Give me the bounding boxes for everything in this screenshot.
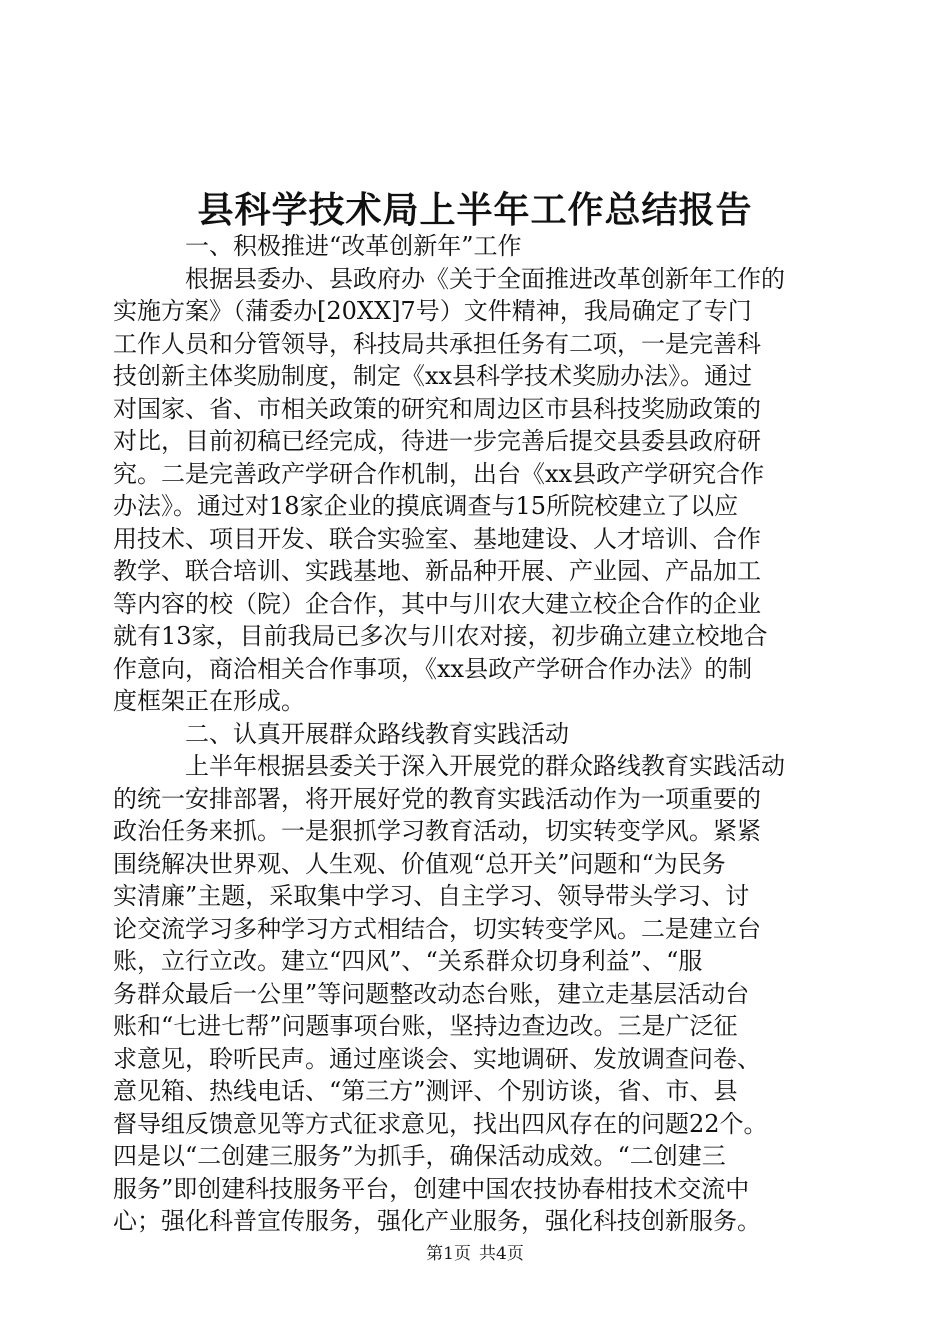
paragraph-line: 四是以“二创建三服务”为抓手，确保活动成效。“二创建三: [113, 1142, 726, 1170]
paragraph-line: 求意见，聆听民声。通过座谈会、实地调研、发放调查问卷、: [113, 1044, 761, 1073]
section-heading-2: 二、认真开展群众路线教育实践活动: [185, 719, 569, 748]
paragraph-line: 就有13家，目前我局已多次与川农对接，初步确立建立校地合: [113, 622, 768, 650]
paragraph-line: 技创新主体奖励制度，制定《xx县科学技术奖励办法》。通过: [113, 362, 753, 390]
page-total: 共4页: [479, 1244, 524, 1264]
paragraph-line: 论交流学习多种学习方式相结合，切实转变学风。二是建立台: [113, 914, 761, 943]
paragraph-line: 上半年根据县委关于深入开展党的群众路线教育实践活动: [185, 752, 785, 780]
paragraph-line: 根据县委办、县政府办《关于全面推进改革创新年工作的: [185, 264, 785, 293]
paragraph-line: 究。二是完善政产学研合作机制，出台《xx县政产学研究合作: [113, 459, 765, 488]
paragraph-line: 教学、联合培训、实践基地、新品种开展、产业园、产品加工: [113, 557, 761, 585]
page-footer: [0, 1243, 950, 1265]
paragraph-line: 务群众最后一公里”等问题整改动态台账，建立走基层活动台: [113, 979, 750, 1008]
paragraph-line: 办法》。通过对18家企业的摸底调查与15所院校建立了以应: [113, 492, 739, 520]
paragraph-line: 的统一安排部署，将开展好党的教育实践活动作为一项重要的: [113, 784, 761, 813]
paragraph-line: 等内容的校（院）企合作，其中与川农大建立校企合作的企业: [113, 589, 761, 618]
paragraph-line: 账和“七进七帮”问题事项台账，坚持边查边改。三是广泛征: [113, 1012, 738, 1040]
paragraph-line: 政治任务来抓。一是狠抓学习教育活动，切实转变学风。紧紧: [113, 817, 761, 845]
document-title: 县科学技术局上半年工作总结报告: [197, 189, 753, 231]
paragraph-line: 账，立行立改。建立“四风”、“关系群众切身利益”、“服: [113, 947, 703, 975]
paragraph-line: 围绕解决世界观、人生观、价值观“总开关”问题和“为民务: [113, 849, 726, 878]
section-heading-1: 一、积极推进“改革创新年”工作: [185, 232, 522, 260]
paragraph-line: 工作人员和分管领导，科技局共承担任务有二项，一是完善科: [113, 329, 761, 358]
paragraph-line: 督导组反馈意见等方式征求意见，找出四风存在的问题22个。: [113, 1109, 768, 1138]
paragraph-line: 服务”即创建科技服务平台，创建中国农技协春柑技术交流中: [113, 1174, 750, 1203]
paragraph-line: 心；强化科普宣传服务，强化产业服务，强化科技创新服务。: [113, 1207, 761, 1235]
document-body: [113, 230, 835, 1238]
paragraph-line: 意见箱、热线电话、“第三方”测评、个别访谈，省、市、县: [113, 1077, 738, 1105]
paragraph-line: 对国家、省、市相关政策的研究和周边区市县科技奖励政策的: [113, 394, 761, 423]
paragraph-line: 度框架正在形成。: [113, 687, 305, 715]
page-number: 第1页: [426, 1244, 471, 1264]
paragraph-line: 实施方案》（蒲委办[20XX]7号）文件精神，我局确定了专门: [113, 297, 752, 325]
paragraph-line: 实清廉”主题，采取集中学习、自主学习、领导带头学习、讨: [113, 882, 750, 910]
paragraph-line: 对比，目前初稿已经完成，待进一步完善后提交县委县政府研: [113, 427, 761, 455]
paragraph-line: 作意向，商洽相关合作事项，《xx县政产学研合作办法》的制: [113, 654, 753, 683]
paragraph-line: 用技术、项目开发、联合实验室、基地建设、人才培训、合作: [113, 524, 761, 553]
